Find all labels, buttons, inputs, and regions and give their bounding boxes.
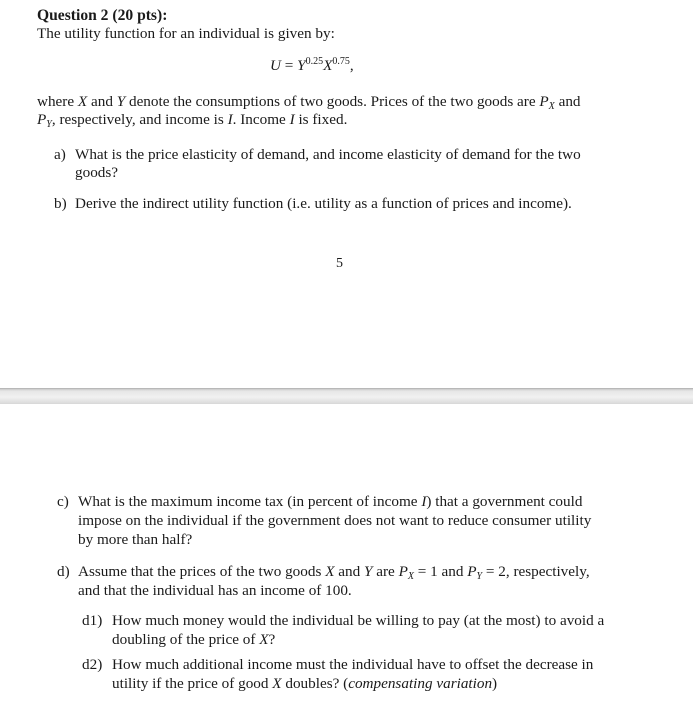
var-x: X [77, 93, 88, 110]
document-page-lower [0, 404, 693, 716]
para-text: utility if the price of good [112, 675, 269, 692]
item-b-label: b) [54, 195, 67, 212]
eq-lhs: U [270, 57, 281, 74]
para-text: are [376, 563, 395, 580]
para-text: = 1 and [417, 563, 464, 580]
para-text: doubling of the price of [112, 631, 256, 648]
item-d-label: d) [57, 563, 70, 580]
item-d-line-2: and that the individual has an income of 100. [78, 582, 352, 599]
var-x: X [325, 563, 335, 580]
item-c-label: c) [57, 493, 69, 510]
item-d1-line-1: How much money would the individual be willing to pay (at the most) to avoid a [112, 612, 605, 629]
item-a-line-1: What is the price elasticity of demand, and income elasticity of demand for the two [75, 146, 581, 163]
para-line-1 [37, 92, 581, 112]
emphasis-term: compensating variation [348, 675, 493, 692]
var-sub: Y [476, 571, 483, 582]
para-text: ) that a government could [426, 493, 583, 510]
para-text: = 2, respectively, [485, 563, 590, 580]
eq-base-x: X [323, 57, 333, 74]
para-text: and [90, 93, 113, 110]
var-sub: Y [46, 119, 52, 130]
item-d2-label: d2) [82, 656, 103, 673]
para-text: Assume that the prices of the two goods [78, 563, 322, 580]
var-p: P [539, 93, 549, 110]
para-text: . Income [232, 111, 286, 128]
eq-exp-y: 0.25 [305, 56, 324, 67]
para-text: where [37, 93, 75, 110]
var-p: P [37, 111, 47, 128]
eq-trail: , [349, 57, 354, 74]
item-d2-line-2 [112, 674, 497, 694]
item-d1-line-2 [112, 630, 275, 650]
para-text: ) [492, 675, 498, 692]
para-text: denote the consumptions of two goods. Prices of the two goods are [128, 93, 536, 110]
item-d1-label: d1) [82, 612, 103, 629]
var-p: P [398, 563, 408, 580]
question-title: Question 2 (20 pts): [37, 7, 168, 24]
var-p: P [467, 563, 477, 580]
intro-text: The utility function for an individual is given by: [37, 25, 335, 42]
item-b-line-1: Derive the indirect utility function (i.e. utility as a function of prices and income). [75, 195, 572, 212]
page-separator [0, 388, 693, 405]
item-a-line-2: goods? [75, 164, 119, 181]
var-x: X [272, 675, 282, 692]
item-d-line-1 [78, 562, 590, 582]
var-sub: X [548, 101, 555, 112]
item-d2-line-1: How much additional income must the individual have to offset the decrease in [112, 656, 594, 673]
item-c-line-2: impose on the individual if the government does not want to reduce consumer utility [78, 512, 592, 529]
var-i: I [227, 111, 233, 128]
eq-base-y: Y [297, 57, 306, 74]
var-i: I [289, 111, 295, 128]
item-c-line-1 [78, 492, 582, 512]
utility-equation [270, 56, 354, 76]
item-c-line-3: by more than half? [78, 531, 193, 548]
eq-exp-x: 0.75 [332, 56, 350, 67]
para-text: is fixed. [298, 111, 348, 128]
para-text: ? [268, 631, 276, 648]
var-x: X [259, 631, 269, 648]
var-sub: X [407, 571, 414, 582]
var-y: Y [116, 93, 126, 110]
para-text: and [338, 563, 361, 580]
para-text: doubles? ( [285, 675, 349, 692]
para-text: and [558, 93, 581, 110]
para-line-2 [37, 110, 347, 130]
var-i: I [421, 493, 427, 510]
var-y: Y [364, 563, 373, 580]
page-number: 5 [336, 256, 343, 271]
eq-equals: = [284, 57, 294, 74]
para-text: What is the maximum income tax (in percent of income [78, 493, 418, 510]
para-text: , respectively, and income is [51, 111, 224, 128]
item-a-label: a) [54, 146, 66, 163]
